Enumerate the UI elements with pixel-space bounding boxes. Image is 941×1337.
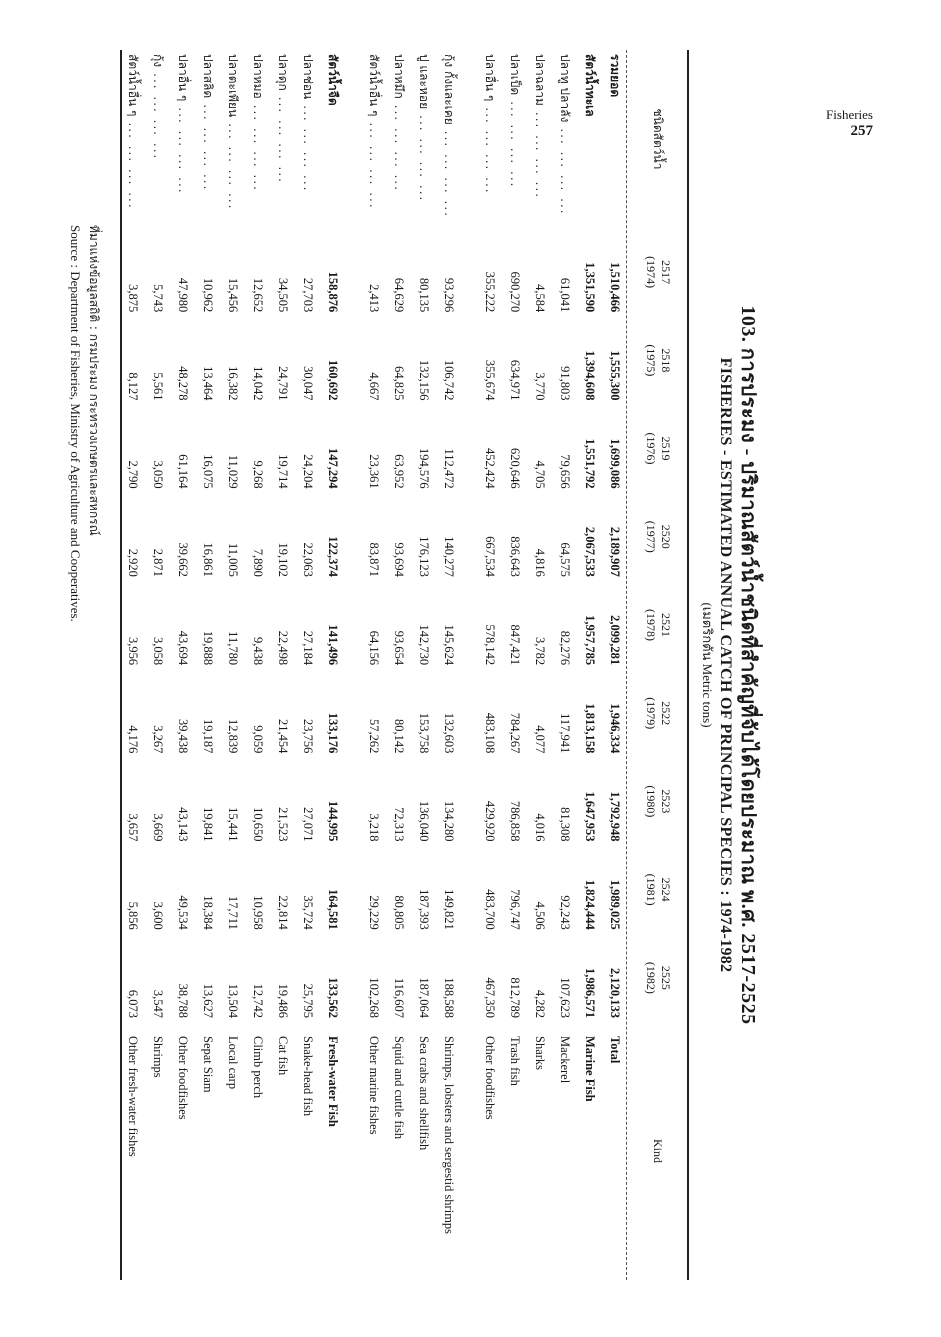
catch-value-cell: 145,624 (441, 624, 456, 666)
catch-value-cell: 43,143 (175, 807, 190, 842)
kind-english-cell: Shrimps (150, 1036, 165, 1078)
year-header: 2519 (1976) (643, 432, 673, 465)
catch-value-cell: 27,071 (300, 807, 315, 842)
catch-value-cell: 483,108 (482, 712, 497, 754)
catch-value-cell: 13,627 (200, 983, 215, 1018)
catch-value-cell: 16,861 (200, 542, 215, 577)
table-row (602, 50, 627, 1280)
catch-value-cell: 3,669 (150, 813, 165, 842)
catch-value-cell: 467,350 (482, 977, 497, 1018)
kind-english-cell: Shrimps, lobsters and sergestid shrimps (441, 1036, 456, 1235)
table-row (436, 50, 461, 1280)
catch-value-cell: 3,770 (532, 372, 547, 401)
catch-value-cell: 1,792,948 (607, 791, 622, 842)
title-english: FISHERIES - ESTIMATED ANNUAL CATCH OF PRINCIPAL SPECIES : 1974-1982 (717, 357, 734, 973)
catch-value-cell: 144,995 (325, 800, 340, 842)
catch-value-cell: 25,795 (300, 983, 315, 1018)
catch-value-cell: 64,575 (557, 542, 572, 577)
kind-thai-label: ปลาหมึก (391, 54, 406, 99)
catch-value-cell: 812,789 (507, 977, 522, 1018)
kind-thai-cell (527, 50, 552, 228)
catch-value-cell: 24,791 (275, 366, 290, 401)
table-row (577, 50, 602, 1280)
table-row (120, 50, 145, 1280)
kind-thai-cell (195, 50, 220, 228)
catch-value-cell: 9,438 (250, 636, 265, 666)
kind-english-cell: Sea crabs and shellfish (416, 1036, 431, 1151)
catch-value-cell: 1,813,158 (582, 703, 597, 754)
catch-value-cell: 796,747 (507, 889, 522, 930)
catch-value-cell: 19,102 (275, 542, 290, 577)
catch-value-cell: 34,505 (275, 277, 290, 313)
catch-value-cell: 4,705 (532, 460, 547, 489)
catch-value-cell: 429,920 (482, 800, 497, 842)
kind-english-cell: Total (607, 1036, 622, 1064)
spacer-row (461, 50, 477, 1280)
catch-value-cell: 132,603 (441, 712, 456, 754)
kind-thai-label: ปลาอื่น ๆ (175, 54, 190, 102)
table-row (295, 50, 320, 1280)
table-row (386, 50, 411, 1280)
catch-value-cell: 61,041 (557, 277, 572, 313)
catch-value-cell: 39,662 (175, 542, 190, 577)
year-header: 2522 (1979) (643, 697, 673, 730)
catch-value-cell: 19,187 (200, 718, 215, 754)
catch-value-cell: 1,946,334 (607, 703, 622, 754)
table-row (270, 50, 295, 1280)
year-header: 2517 (1974) (643, 256, 673, 289)
catch-value-cell: 176,123 (416, 536, 431, 577)
catch-value-cell: 93,296 (441, 277, 456, 313)
catch-value-cell: 133,562 (325, 977, 340, 1018)
leader-dots: ... ... ... ... (200, 104, 215, 192)
kind-thai-label: ปลาฉลาม (532, 54, 547, 106)
table-row (527, 50, 552, 1280)
catch-value-cell: 72,313 (391, 807, 406, 842)
catch-value-cell: 16,075 (200, 454, 215, 489)
header-rule (626, 50, 627, 1280)
year-header: 2518 (1975) (643, 344, 673, 377)
catch-value-cell: 5,856 (125, 901, 140, 930)
kind-english-cell: Sharks (532, 1036, 547, 1071)
catch-value-cell: 22,063 (300, 542, 315, 577)
table-row (411, 50, 436, 1280)
rotated-table-page (40, 50, 760, 1280)
catch-value-cell: 11,029 (225, 454, 240, 489)
catch-value-cell: 147,294 (325, 448, 340, 489)
year-header: 2521 (1978) (643, 608, 673, 641)
kind-english-cell: Squid and cuttle fish (391, 1036, 406, 1140)
kind-thai-cell (386, 50, 411, 228)
kind-thai-cell (602, 50, 627, 228)
catch-value-cell: 483,700 (482, 889, 497, 930)
catch-value-cell: 80,805 (391, 895, 406, 930)
catch-value-cell: 3,267 (150, 725, 165, 754)
catch-value-cell: 112,472 (441, 448, 456, 489)
catch-value-cell: 355,674 (482, 359, 497, 401)
kind-english-cell: Snake-head fish (300, 1036, 315, 1117)
catch-value-cell: 136,040 (416, 800, 431, 842)
catch-value-cell: 64,629 (391, 277, 406, 313)
kind-thai-label: สัตว์น้ำจืด (325, 54, 340, 106)
catch-value-cell: 6,073 (125, 989, 140, 1018)
catch-value-cell: 133,176 (325, 712, 340, 754)
catch-value-cell: 158,876 (325, 271, 340, 313)
catch-value-cell: 79,656 (557, 454, 572, 489)
leader-dots: ... ... ... ... (532, 111, 547, 200)
kind-english-cell: Other marine fishes (366, 1036, 381, 1135)
catch-value-cell: 22,498 (275, 630, 290, 666)
catch-value-cell: 23,361 (366, 454, 381, 489)
kind-english-cell: Other foodfishes (482, 1036, 497, 1120)
catch-value-cell: 19,486 (275, 983, 290, 1018)
catch-value-cell: 1,699,086 (607, 438, 622, 489)
unit-label: (เมตริกตัน Metric tons) (700, 602, 715, 728)
catch-value-cell: 14,042 (250, 366, 265, 401)
catch-value-cell: 49,534 (175, 895, 190, 930)
table-row (220, 50, 245, 1280)
catch-value-cell: 140,277 (441, 536, 456, 577)
catch-value-cell: 188,588 (441, 977, 456, 1018)
year-header: 2524 (1981) (643, 873, 673, 906)
kind-english-cell: Local carp (225, 1036, 240, 1090)
catch-value-cell: 160,692 (325, 359, 340, 401)
catch-value-cell: 64,825 (391, 366, 406, 401)
leader-dots: ... ... ... ... (125, 122, 140, 210)
catch-value-cell: 23,756 (300, 718, 315, 754)
catch-value-cell: 107,623 (557, 977, 572, 1018)
kind-english-cell: Other foodfishes (175, 1036, 190, 1120)
catch-value-cell: 634,971 (507, 359, 522, 401)
catch-value-cell: 1,510,466 (607, 262, 622, 313)
catch-value-cell: 93,654 (391, 630, 406, 666)
catch-value-cell: 63,952 (391, 454, 406, 489)
catch-table-wrapper (120, 50, 689, 1280)
kind-thai-cell (145, 50, 170, 228)
catch-value-cell: 187,393 (416, 889, 431, 930)
kind-english-header: Kind (651, 1139, 666, 1163)
catch-value-cell: 81,308 (557, 807, 572, 842)
catch-value-cell: 1,555,300 (607, 350, 622, 401)
catch-value-cell: 149,821 (441, 889, 456, 930)
kind-thai-cell (170, 50, 195, 228)
catch-value-cell: 13,504 (225, 983, 240, 1018)
catch-value-cell: 39,438 (175, 718, 190, 754)
catch-value-cell: 194,576 (416, 448, 431, 489)
kind-thai-label: ปลาอื่น ๆ (482, 54, 497, 102)
catch-table (120, 50, 689, 1280)
catch-value-cell: 578,142 (482, 624, 497, 666)
catch-value-cell: 5,743 (150, 284, 165, 313)
catch-value-cell: 142,730 (416, 624, 431, 666)
catch-value-cell: 3,600 (150, 901, 165, 930)
kind-thai-cell (270, 50, 295, 228)
kind-thai-header: ชนิดสัตว์น้ำ (651, 108, 666, 170)
catch-value-cell: 102,268 (366, 977, 381, 1018)
kind-thai-label: ปู และหอย (416, 54, 431, 110)
catch-value-cell: 667,534 (482, 536, 497, 577)
catch-value-cell: 1,551,792 (582, 438, 597, 489)
year-header: 2520 (1977) (643, 520, 673, 553)
year-header: 2525 (1982) (643, 961, 673, 994)
catch-value-cell: 19,841 (200, 807, 215, 842)
catch-value-cell: 9,059 (250, 725, 265, 754)
catch-value-cell: 92,243 (557, 895, 572, 930)
table-row (361, 50, 386, 1280)
catch-value-cell: 7,890 (250, 548, 265, 577)
kind-thai-label: ปลาช่อน (300, 54, 315, 100)
header-row (627, 50, 689, 1280)
catch-value-cell: 1,351,590 (582, 262, 597, 313)
catch-value-cell: 2,871 (150, 548, 165, 577)
title-thai: 103. การประมง - ปริมาณสัตว์น้ำชนิดที่สำคัญที่จับได้โดยประมาณ พ.ศ. 2517-2525 (737, 305, 759, 1025)
catch-value-cell: 10,962 (200, 277, 215, 313)
catch-value-cell: 27,184 (300, 630, 315, 666)
catch-value-cell: 1,957,785 (582, 615, 597, 666)
catch-value-cell: 2,413 (366, 284, 381, 313)
catch-value-cell: 82,276 (557, 630, 572, 666)
catch-value-cell: 13,464 (200, 366, 215, 401)
catch-value-cell: 80,142 (391, 718, 406, 754)
catch-value-cell: 35,724 (300, 895, 315, 930)
catch-value-cell: 4,176 (125, 725, 140, 754)
kind-thai-label: ปลาดุก (275, 54, 290, 91)
kind-thai-label: รวมยอด (607, 54, 622, 98)
catch-value-cell: 29,229 (366, 895, 381, 930)
leader-dots: ... ... ... ... (300, 105, 315, 193)
catch-value-cell: 3,218 (366, 813, 381, 842)
kind-thai-cell (361, 50, 386, 228)
catch-value-cell: 116,607 (391, 977, 406, 1018)
catch-value-cell: 1,986,571 (582, 968, 597, 1018)
kind-thai-cell (120, 50, 145, 228)
source-note (66, 50, 102, 1280)
title-block (699, 50, 760, 1280)
kind-thai-cell (552, 50, 577, 228)
kind-thai-label: ปลาทู ปลาลัง (557, 54, 572, 123)
catch-value-cell: 132,156 (416, 359, 431, 401)
catch-value-cell: 3,875 (125, 284, 140, 313)
catch-value-cell: 117,941 (557, 713, 572, 754)
catch-value-cell: 8,127 (125, 372, 140, 401)
catch-value-cell: 15,441 (225, 807, 240, 842)
catch-value-cell: 2,099,281 (607, 615, 622, 666)
catch-value-cell: 11,780 (225, 631, 240, 666)
catch-value-cell: 187,064 (416, 977, 431, 1018)
catch-value-cell: 18,384 (200, 895, 215, 930)
catch-value-cell: 4,016 (532, 813, 547, 842)
table-number: 103. (737, 305, 759, 343)
catch-value-cell: 2,920 (125, 548, 140, 577)
catch-value-cell: 3,657 (125, 813, 140, 842)
catch-value-cell: 19,888 (200, 630, 215, 666)
kind-english-cell: Sepat Siam (200, 1036, 215, 1093)
catch-value-cell: 4,077 (532, 725, 547, 754)
catch-value-cell: 10,650 (250, 807, 265, 842)
catch-value-cell: 30,047 (300, 366, 315, 401)
leader-dots: ... ... ... ... (275, 96, 290, 184)
catch-value-cell: 12,652 (250, 277, 265, 313)
table-body (120, 50, 627, 1280)
source-thai: ที่มาแห่งข้อมูลสถิติ : กรมประมง กระทรวงเกษตรและสหกรณ์ (86, 225, 101, 536)
catch-value-cell: 836,643 (507, 536, 522, 577)
catch-value-cell: 4,506 (532, 901, 547, 930)
bottom-rule (120, 50, 122, 1280)
kind-thai-label: ปลาตะเพียน (225, 54, 240, 118)
kind-thai-cell (295, 50, 320, 228)
catch-value-cell: 48,278 (175, 366, 190, 401)
leader-dots: ... ... ... ... (482, 107, 497, 195)
leader-dots: ... ... ... ... (416, 115, 431, 203)
catch-value-cell: 24,204 (300, 454, 315, 489)
table-row (320, 50, 345, 1280)
kind-thai-cell (320, 50, 345, 228)
kind-thai-label: สัตว์น้ำอื่น ๆ (125, 54, 140, 117)
catch-value-cell: 83,871 (366, 542, 381, 577)
spacer-row (345, 50, 361, 1280)
leader-dots: ... ... ... ... (250, 104, 265, 192)
kind-thai-label: กุ้ง กั้งและเคย (441, 54, 456, 125)
catch-value-cell: 784,267 (507, 712, 522, 754)
kind-thai-cell (577, 50, 602, 228)
catch-value-cell: 620,646 (507, 448, 522, 489)
source-english: Source : Department of Fisheries, Ministry of Agriculture and Cooperatives. (68, 225, 84, 622)
catch-value-cell: 2,189,907 (607, 526, 622, 577)
kind-thai-label: สัตว์น้ำอื่น ๆ (366, 54, 381, 117)
top-rule (687, 50, 689, 1280)
catch-value-cell: 21,523 (275, 807, 290, 842)
catch-value-cell: 1,824,444 (582, 879, 597, 930)
kind-english-cell: Fresh-water Fish (325, 1036, 340, 1127)
kind-thai-cell (411, 50, 436, 228)
catch-value-cell: 106,742 (441, 359, 456, 401)
kind-thai-cell (220, 50, 245, 228)
catch-value-cell: 1,647,953 (582, 791, 597, 842)
catch-value-cell: 93,694 (391, 542, 406, 577)
leader-dots: ... ... ... ... (391, 104, 406, 193)
table-row (502, 50, 527, 1280)
catch-value-cell: 4,667 (366, 372, 381, 401)
kind-thai-label: ปลาเป็ด (507, 54, 522, 96)
leader-dots: ... ... ... ... (150, 73, 165, 161)
leader-dots: ... ... ... ... (441, 130, 456, 218)
catch-value-cell: 12,742 (250, 983, 265, 1018)
catch-value-cell: 2,790 (125, 460, 140, 489)
catch-value-cell: 5,561 (150, 372, 165, 401)
catch-value-cell: 690,270 (507, 271, 522, 313)
catch-value-cell: 134,280 (441, 800, 456, 842)
kind-thai-cell (245, 50, 270, 228)
catch-value-cell: 786,858 (507, 800, 522, 842)
section-name: Fisheries (826, 107, 873, 122)
kind-thai-label: สัตว์น้ำทะเล (582, 54, 597, 117)
catch-value-cell: 43,694 (175, 630, 190, 666)
kind-thai-label: ปลาสลิด (200, 54, 215, 99)
catch-value-cell: 17,711 (225, 895, 240, 930)
page-number: 257 (850, 122, 873, 139)
catch-value-cell: 4,816 (532, 548, 547, 577)
catch-value-cell: 57,262 (366, 718, 381, 754)
kind-english-cell: Marine Fish (582, 1036, 597, 1102)
catch-value-cell: 15,456 (225, 277, 240, 313)
kind-thai-label: กุ้ง (150, 54, 165, 68)
table-row (245, 50, 270, 1280)
kind-english-cell: Trash fish (507, 1036, 522, 1086)
leader-dots: ... ... ... ... (557, 128, 572, 216)
catch-value-cell: 122,374 (325, 536, 340, 577)
kind-english-cell: Other fresh-water fishes (125, 1036, 140, 1157)
page-header (826, 108, 873, 140)
table-row (170, 50, 195, 1280)
catch-value-cell: 3,050 (150, 460, 165, 489)
catch-value-cell: 153,758 (416, 712, 431, 754)
catch-value-cell: 38,788 (175, 983, 190, 1018)
year-header: 2523 (1980) (643, 785, 673, 818)
catch-value-cell: 11,005 (225, 542, 240, 577)
catch-value-cell: 164,581 (325, 889, 340, 930)
catch-value-cell: 64,156 (366, 630, 381, 666)
leader-dots: ... ... ... ... (175, 107, 190, 195)
catch-value-cell: 1,394,608 (582, 350, 597, 401)
catch-value-cell: 3,547 (150, 989, 165, 1018)
catch-value-cell: 452,424 (482, 448, 497, 489)
catch-value-cell: 12,839 (225, 718, 240, 754)
kind-english-cell: Climb perch (250, 1036, 265, 1099)
catch-value-cell: 80,135 (416, 277, 431, 313)
kind-thai-cell (477, 50, 502, 228)
catch-value-cell: 9,268 (250, 460, 265, 489)
catch-value-cell: 1,989,025 (607, 879, 622, 930)
catch-value-cell: 4,584 (532, 284, 547, 313)
catch-value-cell: 61,164 (175, 454, 190, 489)
table-row (145, 50, 170, 1280)
kind-english-cell: Mackerel (557, 1036, 572, 1084)
catch-value-cell: 355,222 (482, 271, 497, 313)
catch-value-cell: 21,454 (275, 718, 290, 754)
catch-value-cell: 22,814 (275, 895, 290, 930)
kind-thai-cell (436, 50, 461, 228)
table-row (195, 50, 220, 1280)
catch-value-cell: 2,120,133 (607, 968, 622, 1018)
catch-value-cell: 47,980 (175, 277, 190, 313)
leader-dots: ... ... ... ... (225, 123, 240, 211)
catch-value-cell: 847,421 (507, 624, 522, 666)
table-row (477, 50, 502, 1280)
kind-english-cell: Cat fish (275, 1036, 290, 1076)
catch-value-cell: 3,058 (150, 636, 165, 666)
catch-value-cell: 141,496 (325, 624, 340, 666)
catch-value-cell: 10,958 (250, 895, 265, 930)
kind-thai-cell (502, 50, 527, 228)
leader-dots: ... ... ... ... (366, 122, 381, 210)
catch-value-cell: 2,067,533 (582, 526, 597, 577)
catch-value-cell: 3,782 (532, 636, 547, 666)
catch-value-cell: 91,803 (557, 366, 572, 401)
catch-value-cell: 4,282 (532, 989, 547, 1018)
catch-value-cell: 3,956 (125, 636, 140, 666)
table-row (552, 50, 577, 1280)
catch-value-cell: 19,714 (275, 454, 290, 489)
catch-value-cell: 27,703 (300, 277, 315, 313)
kind-thai-label: ปลาหมอ (250, 54, 265, 99)
leader-dots: ... ... ... ... (507, 101, 522, 189)
catch-value-cell: 16,382 (225, 366, 240, 401)
